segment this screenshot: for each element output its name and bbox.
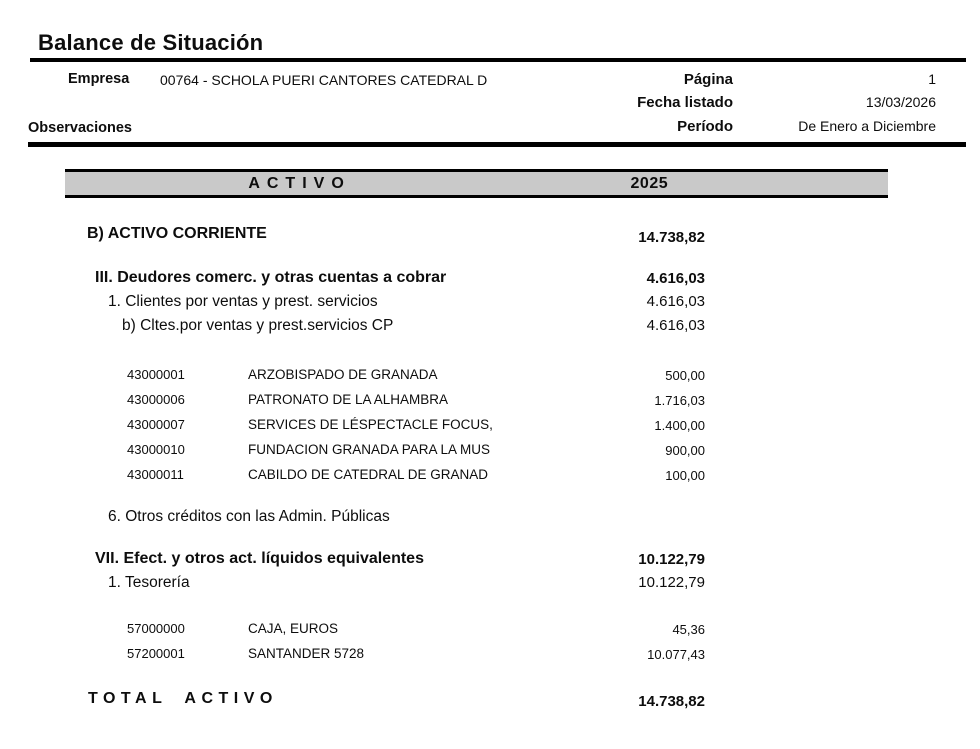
fecha-listado-label: Fecha listado: [637, 94, 733, 111]
row-value: 900,00: [665, 443, 705, 458]
row-value: 45,36: [672, 622, 705, 637]
periodo-value: De Enero a Diciembre: [798, 118, 936, 134]
row-group: [0, 547, 980, 595]
table-row: [0, 687, 980, 711]
row-value: 4.616,03: [646, 270, 705, 287]
account-description: ARZOBISPADO DE GRANADA: [248, 367, 438, 382]
row-label: III. Deudores comerc. y otras cuentas a cobrar: [95, 269, 447, 286]
row-value: 10.077,43: [647, 647, 705, 662]
table-row: [0, 505, 980, 529]
account-code: 43000011: [127, 467, 184, 482]
table-row: [0, 547, 980, 571]
table-body: [0, 198, 980, 711]
observaciones-label: Observaciones: [28, 120, 132, 136]
account-code: 43000010: [127, 442, 185, 457]
account-row: [0, 387, 980, 412]
account-description: PATRONATO DE LA ALHAMBRA: [248, 392, 449, 407]
account-description: CAJA, EUROS: [248, 621, 339, 636]
column-header-activo: ACTIVO: [248, 174, 351, 192]
row-group: [0, 505, 980, 529]
account-row: [0, 462, 980, 487]
pagina-label: Página: [683, 71, 733, 88]
row-value: 4.616,03: [646, 293, 705, 310]
row-group: [0, 266, 980, 338]
row-value: 500,00: [665, 368, 705, 383]
account-code: 43000001: [127, 367, 185, 382]
row-value: 10.122,79: [638, 574, 705, 591]
row-value: 14.738,82: [638, 229, 705, 246]
empresa-value: 00764 - SCHOLA PUERI CANTORES CATEDRAL D: [160, 72, 488, 88]
account-code: 57000000: [127, 621, 185, 636]
row-label: VII. Efect. y otros act. líquidos equivalentes: [95, 550, 424, 567]
row-label: 6. Otros créditos con las Admin. Públicas: [108, 508, 390, 525]
column-header-year: 2025: [630, 174, 669, 192]
row-label: 1. Tesorería: [108, 574, 190, 591]
row-label: b) Cltes.por ventas y prest.servicios CP: [122, 317, 394, 334]
row-value: 10.122,79: [638, 551, 705, 568]
account-description: SERVICES DE LÉSPECTACLE FOCUS,: [248, 417, 493, 432]
empresa-label: Empresa: [68, 71, 130, 87]
table-row: [0, 314, 980, 338]
row-label: 1. Clientes por ventas y prest. servicios: [108, 293, 378, 310]
account-code: 43000007: [127, 417, 185, 432]
periodo-label: Período: [677, 118, 733, 135]
row-value: 14.738,82: [638, 693, 705, 710]
table-row: [0, 266, 980, 290]
row-value: 1.716,03: [654, 393, 705, 408]
account-description: CABILDO DE CATEDRAL DE GRANAD: [248, 467, 489, 482]
account-row: [0, 616, 980, 641]
account-code: 57200001: [127, 646, 185, 661]
fecha-listado-value: 13/03/2026: [865, 94, 936, 110]
table-row: [0, 222, 980, 246]
row-group: [0, 616, 980, 666]
account-row: [0, 362, 980, 387]
row-value: 4.616,03: [646, 317, 705, 334]
pagina-value: 1: [928, 71, 936, 87]
account-description: FUNDACION GRANADA PARA LA MUS: [248, 442, 491, 457]
account-row: [0, 641, 980, 666]
row-value: 100,00: [665, 468, 705, 483]
row-label: TOTAL ACTIVO: [88, 690, 278, 707]
row-group: [0, 362, 980, 487]
row-label: B) ACTIVO CORRIENTE: [87, 225, 267, 242]
table-row: [0, 290, 980, 314]
account-description: SANTANDER 5728: [248, 646, 365, 661]
table-header-band: [65, 169, 888, 198]
row-group: [0, 687, 980, 711]
title-divider: [30, 58, 966, 62]
row-value: 1.400,00: [654, 418, 705, 433]
table-row: [0, 571, 980, 595]
page-title: Balance de Situación: [38, 30, 264, 55]
row-group: [0, 222, 980, 246]
header-divider: [28, 142, 966, 147]
account-row: [0, 437, 980, 462]
account-row: [0, 412, 980, 437]
account-code: 43000006: [127, 392, 185, 407]
